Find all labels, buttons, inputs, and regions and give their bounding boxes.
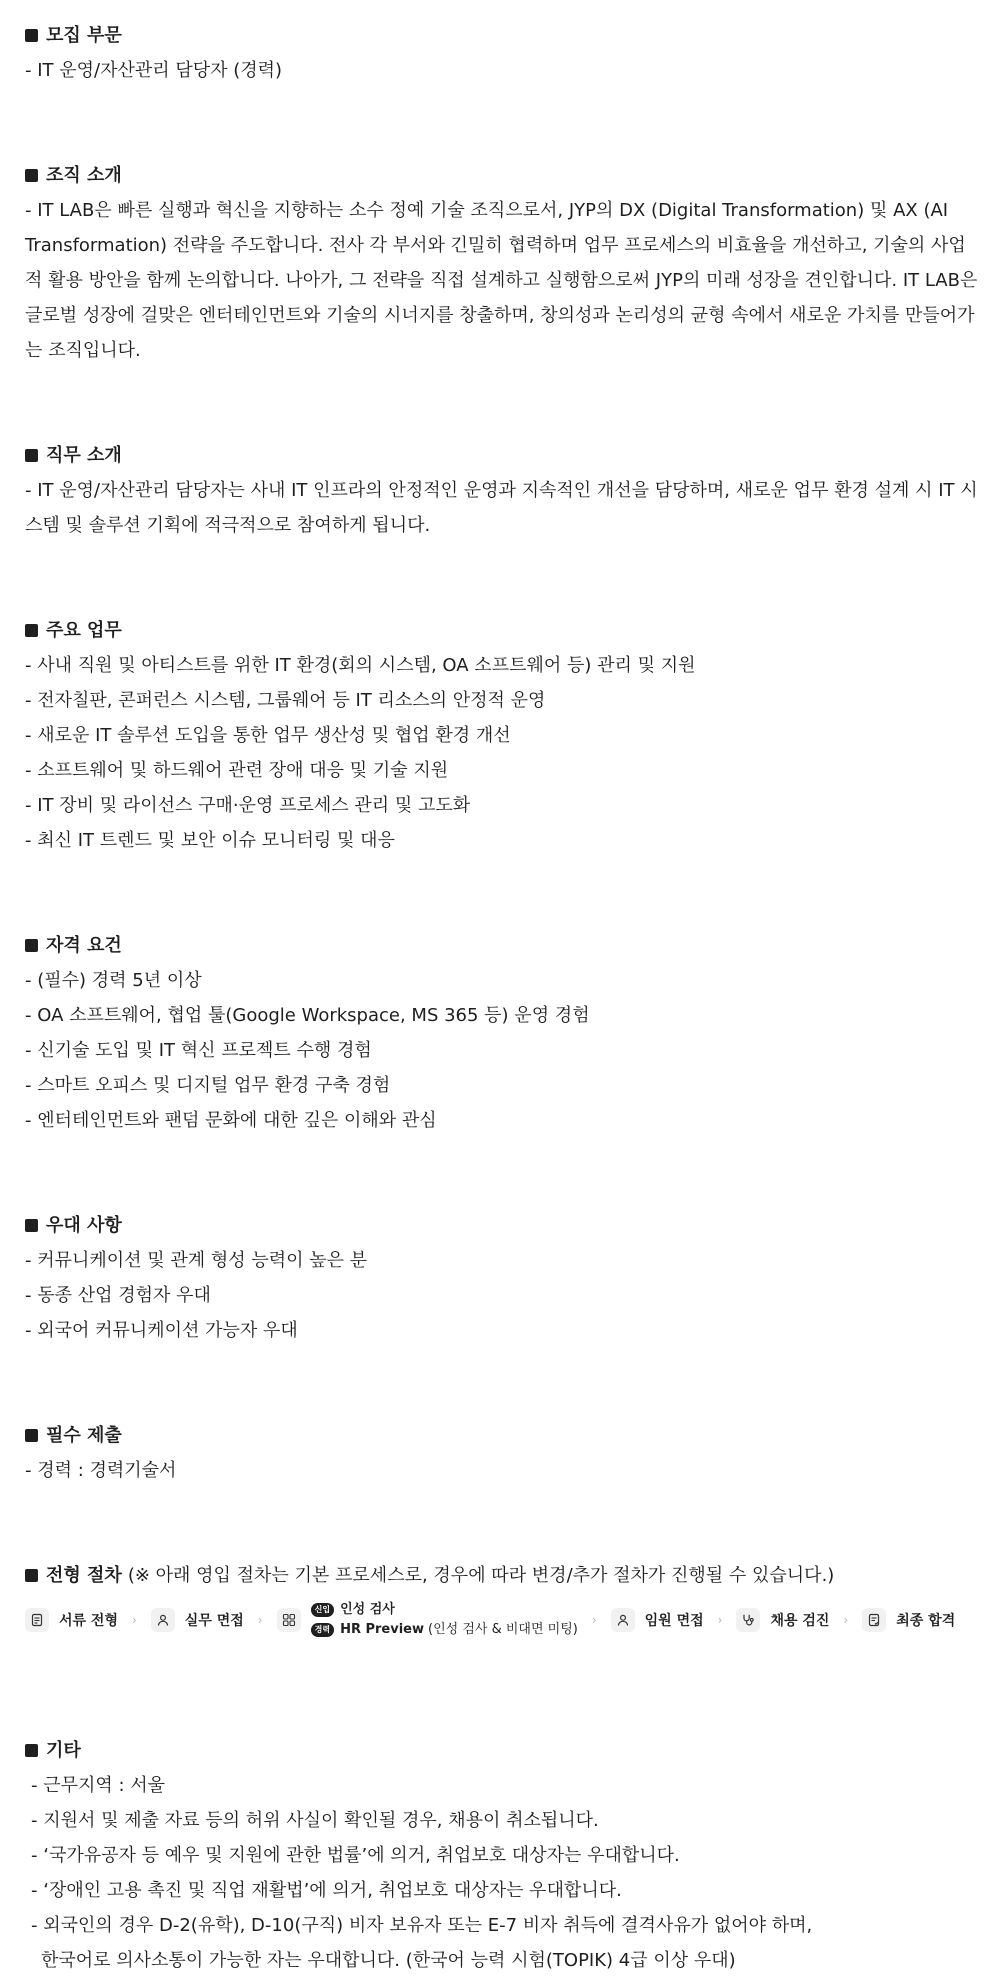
section-duties [25, 613, 980, 858]
list-item: - 경력 : 경력기술서 [25, 1460, 177, 1481]
list-item: - 커뮤니케이션 및 관계 형성 능력이 높은 분 [25, 1250, 368, 1271]
square-bullet-icon [25, 624, 38, 637]
list-item: - 스마트 오피스 및 디지털 업무 환경 구축 경험 [25, 1075, 391, 1096]
hr-preview-sub: (인성 검사 & 비대면 미팅) [428, 1622, 578, 1637]
list-item: - 지원서 및 제출 자료 등의 허위 사실이 확인될 경우, 채용이 취소됩니다. [31, 1810, 599, 1831]
list-item: - IT 장비 및 라이선스 구매·운영 프로세스 관리 및 고도화 [25, 795, 471, 816]
square-bullet-icon [25, 449, 38, 462]
list-item: - 새로운 IT 솔루션 도입을 통한 업무 생산성 및 협업 환경 개선 [25, 725, 511, 746]
stethoscope-icon [736, 1608, 760, 1632]
step-personality-test [277, 1600, 578, 1640]
step-final-pass [862, 1608, 955, 1632]
recruit-line: - IT 운영/자산관리 담당자 (경력) [25, 60, 283, 81]
section-recruit [25, 18, 980, 88]
square-bullet-icon [25, 169, 38, 182]
list-item: - ‘장애인 고용 촉진 및 직업 재활법’에 의거, 취업보호 대상자는 우대합니다. [31, 1880, 622, 1901]
section-title: 모집 부문 [46, 25, 122, 46]
list-item: - 동종 산업 경험자 우대 [25, 1285, 211, 1306]
section-title: 기타 [46, 1740, 81, 1761]
list-item: - 사내 직원 및 아티스트를 위한 IT 환경(회의 시스템, OA 소프트웨어 등) 관리 및 지원 [25, 655, 696, 676]
step-row-new [311, 1600, 578, 1620]
section-heading [25, 1418, 980, 1453]
section-title: 자격 요건 [46, 935, 122, 956]
person-icon [611, 1608, 635, 1632]
step-label: 최종 합격 [896, 1613, 956, 1629]
section-heading [25, 928, 980, 963]
badge-new: 신입 [311, 1603, 334, 1617]
chevron-right-icon: › [257, 1613, 263, 1627]
section-title: 필수 제출 [46, 1425, 122, 1446]
list-item: - 전자칠판, 콘퍼런스 시스템, 그룹웨어 등 IT 리소스의 안정적 운영 [25, 690, 546, 711]
list-item: - 엔터테인먼트와 팬덤 문화에 대한 깊은 이해와 관심 [25, 1110, 437, 1131]
step-label: 실무 면접 [184, 1613, 244, 1629]
section-heading [25, 18, 980, 53]
list-item: - 소프트웨어 및 하드웨어 관련 장애 대응 및 기술 지원 [25, 760, 449, 781]
process-steps [25, 1595, 980, 1645]
step-medical-check [736, 1608, 829, 1632]
section-etc [25, 1733, 980, 1978]
step-double [311, 1600, 578, 1640]
org-paragraph: - IT LAB은 빠른 실행과 혁신을 지향하는 소수 정예 기술 조직으로서, JYP의 DX (Digital Transformation) 및 AX (AI Transformation) 전략을 주도합니다. 전사 각 부서와 긴밀히 협력하며 업무 프로세스의 비효율을 개선하고, 기술의 사업적 활용 방안을 함께 논의합니다. 나아가, 그 전략을 직접 설계하고 실행함으로써 JYP의 미래 성장을 견인합니다. IT LAB은 글로벌 성장에 걸맞은 엔터테인먼트와 기술의 시너지를 창출하며, 창의성과 논리성의 균형 속에서 새로운 가치를 만들어가는 조직입니다. [25, 200, 978, 361]
section-preferred [25, 1208, 980, 1348]
person-icon [151, 1608, 175, 1632]
document-icon [25, 1608, 49, 1632]
square-bullet-icon [25, 29, 38, 42]
square-bullet-icon [25, 1219, 38, 1232]
chevron-right-icon: › [717, 1613, 723, 1627]
step-document-review [25, 1608, 118, 1632]
step-row-career [311, 1620, 578, 1640]
section-org [25, 158, 980, 368]
section-heading [25, 1733, 980, 1768]
section-job [25, 438, 980, 543]
job-posting [25, 18, 980, 1978]
section-title: 전형 절차 [46, 1565, 122, 1586]
square-bullet-icon [25, 1569, 38, 1582]
process-note: (※ 아래 영입 절차는 기본 프로세스로, 경우에 따라 변경/추가 절차가 진행될 수 있습니다.) [127, 1565, 835, 1586]
step-label: 채용 검진 [770, 1613, 830, 1629]
section-heading [25, 1208, 980, 1243]
square-bullet-icon [25, 1429, 38, 1442]
section-heading [25, 613, 980, 648]
step-practical-interview [151, 1608, 244, 1632]
list-item: - OA 소프트웨어, 협업 툴(Google Workspace, MS 365 등) 운영 경험 [25, 1005, 590, 1026]
badge-career: 경력 [311, 1623, 334, 1637]
grid-icon [277, 1608, 301, 1632]
list-item: - 외국어 커뮤니케이션 가능자 우대 [25, 1320, 298, 1341]
section-qualifications [25, 928, 980, 1138]
section-title: 우대 사항 [46, 1215, 122, 1236]
list-item: - (필수) 경력 5년 이상 [25, 970, 202, 991]
section-title: 조직 소개 [46, 165, 122, 186]
section-process [25, 1558, 980, 1645]
section-title: 주요 업무 [46, 620, 122, 641]
square-bullet-icon [25, 939, 38, 952]
list-item: - 최신 IT 트렌드 및 보안 이슈 모니터링 및 대응 [25, 830, 395, 851]
job-paragraph: - IT 운영/자산관리 담당자는 사내 IT 인프라의 안정적인 운영과 지속적인 개선을 담당하며, 새로운 업무 환경 설계 시 IT 시스템 및 솔루션 기획에 적극적으로 참여하게 됩니다. [25, 480, 978, 536]
list-item: - 외국인의 경우 D-2(유학), D-10(구직) 비자 보유자 또는 E-7 비자 취득에 결격사유가 없어야 하며, [31, 1915, 813, 1936]
list-item: - 신기술 도입 및 IT 혁신 프로젝트 수행 경험 [25, 1040, 372, 1061]
step-label: 서류 전형 [59, 1613, 118, 1629]
section-title: 직무 소개 [46, 445, 122, 466]
chevron-right-icon: › [131, 1613, 137, 1627]
section-required-docs [25, 1418, 980, 1488]
hr-preview-label: HR Preview [340, 1622, 424, 1637]
section-heading [25, 438, 980, 473]
chevron-right-icon: › [843, 1613, 849, 1627]
chevron-right-icon: › [591, 1613, 597, 1627]
step-label: 임원 면접 [644, 1613, 704, 1629]
list-item: - 근무지역 : 서울 [31, 1775, 166, 1796]
step-executive-interview [611, 1608, 704, 1632]
checklist-icon [862, 1608, 886, 1632]
step-label: 인성 검사 [340, 1602, 395, 1617]
section-heading [25, 1558, 980, 1593]
list-item: - ‘국가유공자 등 예우 및 지원에 관한 법률’에 의거, 취업보호 대상자는 우대합니다. [31, 1845, 680, 1866]
square-bullet-icon [25, 1744, 38, 1757]
list-item: 한국어로 의사소통이 가능한 자는 우대합니다. (한국어 능력 시험(TOPIK) 4급 이상 우대) [41, 1950, 736, 1971]
section-heading [25, 158, 980, 193]
